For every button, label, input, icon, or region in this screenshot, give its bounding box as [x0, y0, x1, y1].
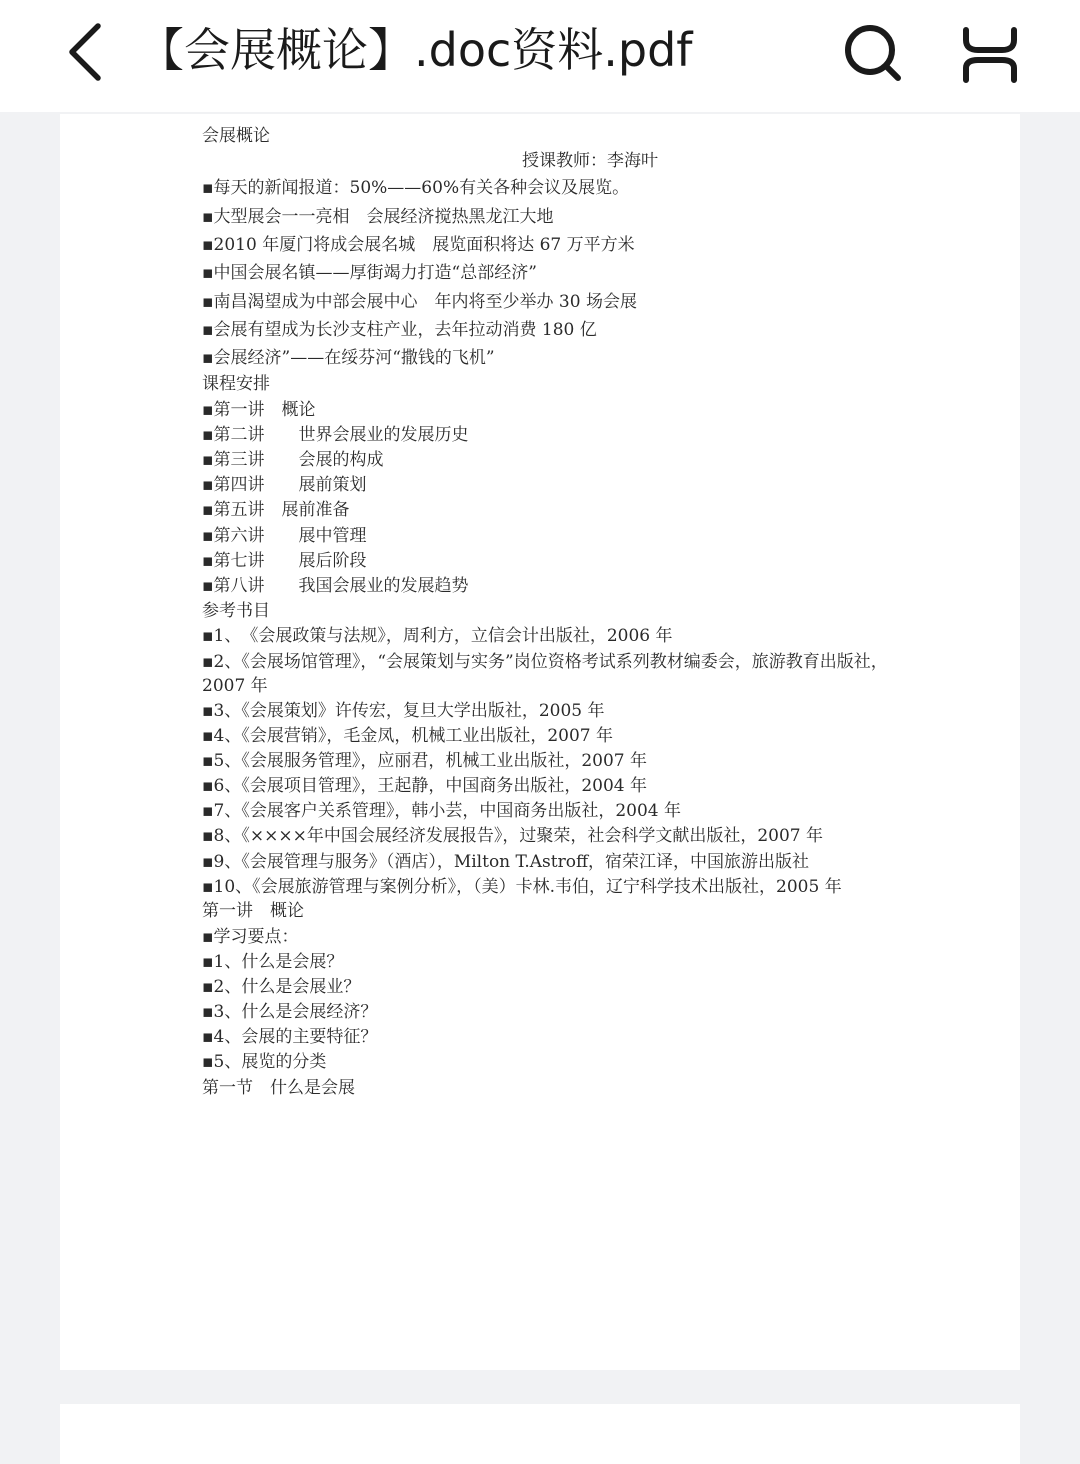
section-heading: 第一节 什么是会展: [202, 1077, 355, 1098]
search-icon: [836, 18, 908, 90]
key-point-item: ▪5、展览的分类: [202, 1052, 327, 1073]
reference-item: ▪4、《会展营销》，毛金凤，机械工业出版社，2007 年: [202, 725, 614, 746]
schedule-item: ▪第四讲 展前策划: [202, 475, 367, 496]
search-button[interactable]: [836, 18, 908, 90]
lecture-heading: 第一讲 概论: [202, 901, 304, 922]
reference-item: ▪9、《会展管理与服务》（酒店），Milton T.Astroff，宿荣江译，中国旅游出版社: [202, 851, 810, 872]
key-points-heading: ▪学习要点：: [202, 926, 299, 947]
schedule-item: ▪第二讲 世界会展业的发展历史: [202, 424, 469, 445]
schedule-item: ▪第一讲 概论: [202, 399, 316, 420]
schedule-item: ▪第六讲 展中管理: [202, 525, 367, 546]
reference-item: ▪8、《××××年中国会展经济发展报告》，过聚荣，社会科学文献出版社，2007 年: [202, 826, 823, 847]
top-bar: [0, 0, 1080, 112]
schedule-item: ▪第五讲 展前准备: [202, 500, 350, 521]
news-item: ▪会展经济”——在绥芬河“撒钱的飞机”: [202, 348, 495, 369]
news-item: ▪南昌渴望成为中部会展中心 年内将至少举办 30 场会展: [202, 291, 637, 312]
news-item: ▪大型展会一一亮相 会展经济搅热黑龙江大地: [202, 206, 554, 227]
key-point-item: ▪1、什么是会展？: [202, 951, 344, 972]
reference-item: ▪2、《会展场馆管理》，“会展策划与实务”岗位资格考试系列教材编委会，旅游教育出版社，2007 年: [202, 651, 888, 697]
schedule-item: ▪第八讲 我国会展业的发展趋势: [202, 575, 469, 596]
schedule-item: ▪第七讲 展后阶段: [202, 550, 367, 571]
news-item: ▪2010 年厦门将成会展名城 展览面积将达 67 万平方米: [202, 234, 635, 255]
reference-item: ▪3、《会展策划》许传宏，复旦大学出版社，2005 年: [202, 700, 605, 721]
reference-item: ▪6、《会展项目管理》，王起静，中国商务出版社，2004 年: [202, 776, 648, 797]
document-content: [202, 124, 892, 1101]
doc-title: 会展概论: [202, 126, 270, 146]
schedule-item: ▪第三讲 会展的构成: [202, 450, 384, 471]
news-item: ▪中国会展名镇——厚街竭力打造“总部经济”: [202, 263, 537, 284]
chevron-left-icon: [58, 16, 122, 88]
back-button[interactable]: [58, 16, 122, 88]
reference-item: ▪10、《会展旅游管理与案例分析》，（美）卡林.韦伯，辽宁科学技术出版社，2005 年: [202, 876, 842, 897]
menu-button[interactable]: [952, 18, 1028, 90]
key-point-item: ▪2、什么是会展业？: [202, 976, 361, 997]
doc-instructor: 授课教师：李海叶: [522, 151, 658, 172]
key-point-item: ▪3、什么是会展经济？: [202, 1002, 378, 1023]
news-item: ▪每天的新闻报道：50%——60%有关各种会议及展览。: [202, 178, 630, 199]
menu-icon: [952, 18, 1028, 90]
pdf-page[interactable]: [60, 114, 1020, 1370]
reference-item: ▪5、《会展服务管理》，应丽君，机械工业出版社，2007 年: [202, 750, 648, 771]
reference-item: ▪1、 《会展政策与法规》，周利方，立信会计出版社，2006 年: [202, 626, 673, 647]
references-heading: 参考书目: [202, 601, 270, 622]
news-item: ▪会展有望成为长沙支柱产业，去年拉动消费 180 亿: [202, 319, 597, 340]
reference-item: ▪7、《会展客户关系管理》，韩小芸，中国商务出版社，2004 年: [202, 801, 682, 822]
key-point-item: ▪4、会展的主要特征？: [202, 1027, 378, 1048]
document-title: 【会展概论】.doc资料.pdf: [138, 23, 693, 77]
pdf-page-next[interactable]: [60, 1404, 1020, 1464]
schedule-heading: 课程安排: [202, 374, 270, 395]
